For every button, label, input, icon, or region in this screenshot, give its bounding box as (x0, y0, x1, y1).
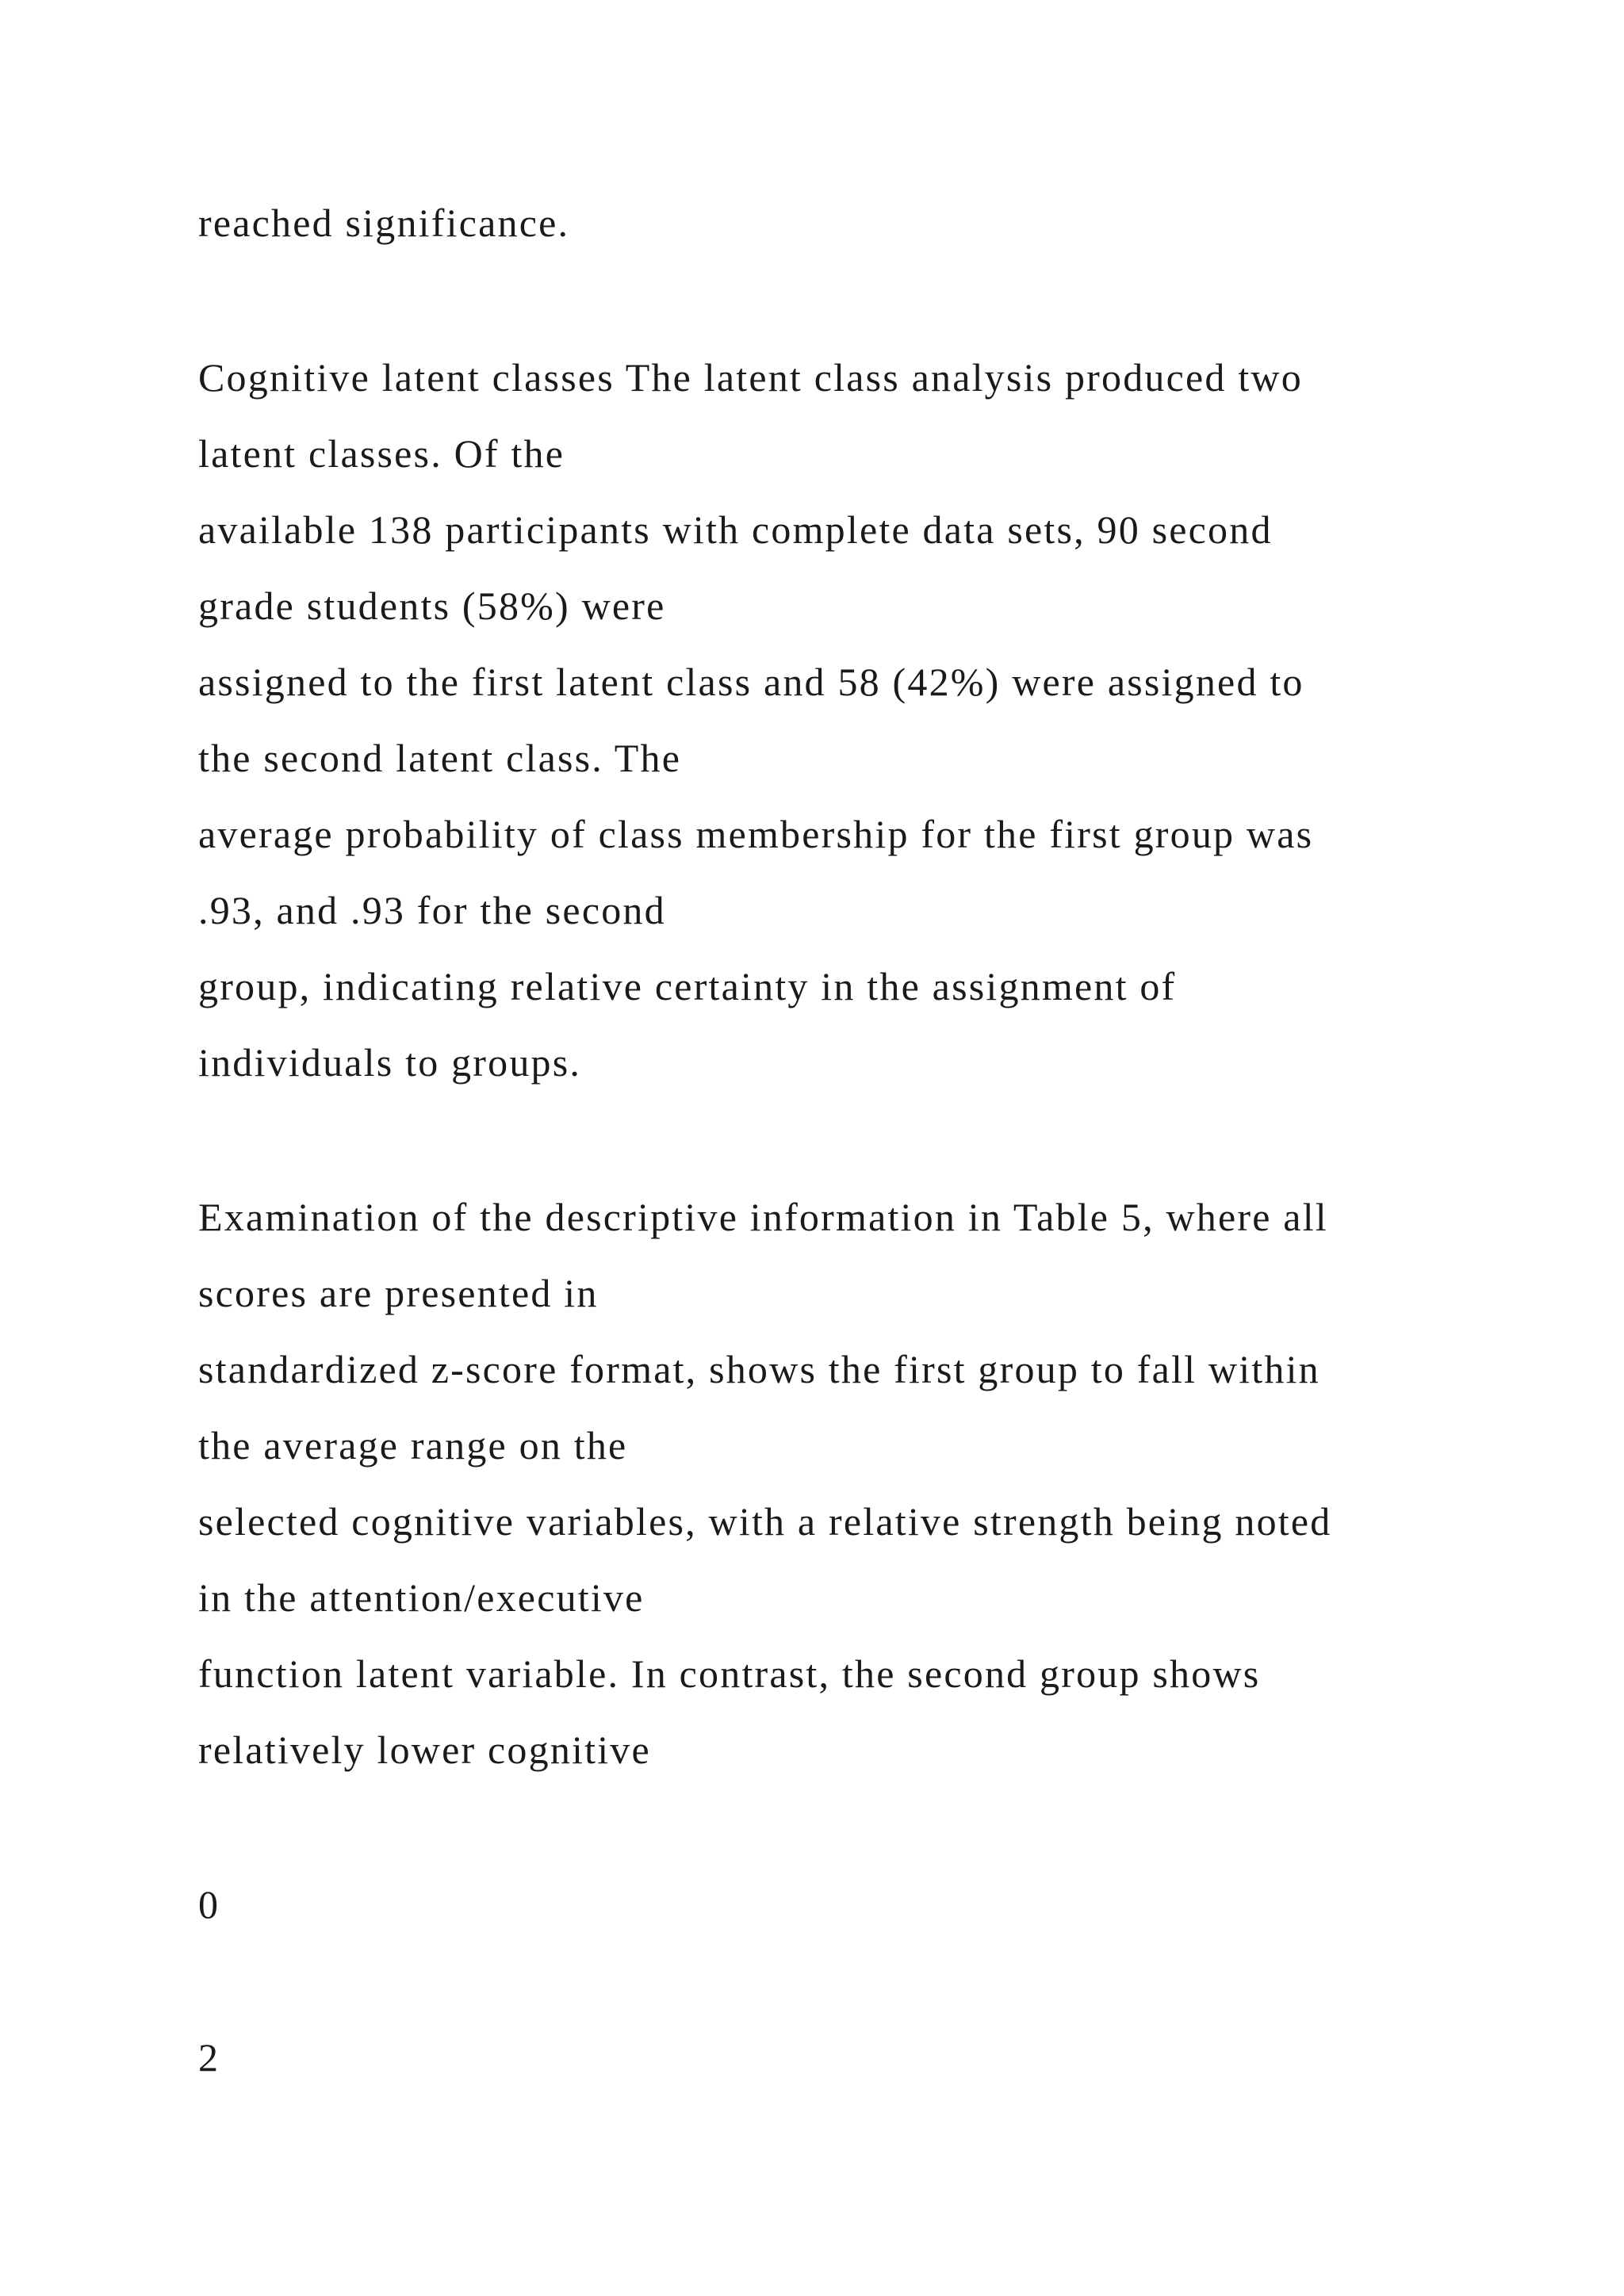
text-line: .93, and .93 for the second (198, 888, 666, 932)
text-line: scores are presented in (198, 1271, 599, 1315)
text-line: grade students (58%) were (198, 584, 666, 628)
page-fragment-number: 2 (198, 2035, 220, 2080)
text-line: average probability of class membership for the first group was (198, 812, 1314, 856)
text-line: individuals to groups. (198, 1040, 582, 1085)
text-line: Examination of the descriptive information in Table 5, where all (198, 1195, 1328, 1239)
text-line: available 138 participants with complete data sets, 90 second (198, 507, 1273, 552)
page-fragment-number: 0 (198, 1882, 220, 1927)
text-line: function latent variable. In contrast, the second group shows (198, 1651, 1261, 1696)
text-line: standardized z-score format, shows the first group to fall within (198, 1347, 1320, 1391)
text-line: group, indicating relative certainty in the assignment of (198, 964, 1177, 1008)
text-line: assigned to the first latent class and 58 (42%) were assigned to (198, 660, 1304, 704)
text-line: Cognitive latent classes The latent class analysis produced two (198, 355, 1303, 400)
text-line: relatively lower cognitive (198, 1728, 651, 1772)
text-line: latent classes. Of the (198, 431, 565, 476)
text-line: the average range on the (198, 1423, 628, 1468)
text-line: reached significance. (198, 201, 570, 245)
text-line: selected cognitive variables, with a relative strength being noted (198, 1499, 1332, 1544)
text-line: the second latent class. The (198, 736, 682, 780)
text-line: in the attention/executive (198, 1575, 645, 1620)
